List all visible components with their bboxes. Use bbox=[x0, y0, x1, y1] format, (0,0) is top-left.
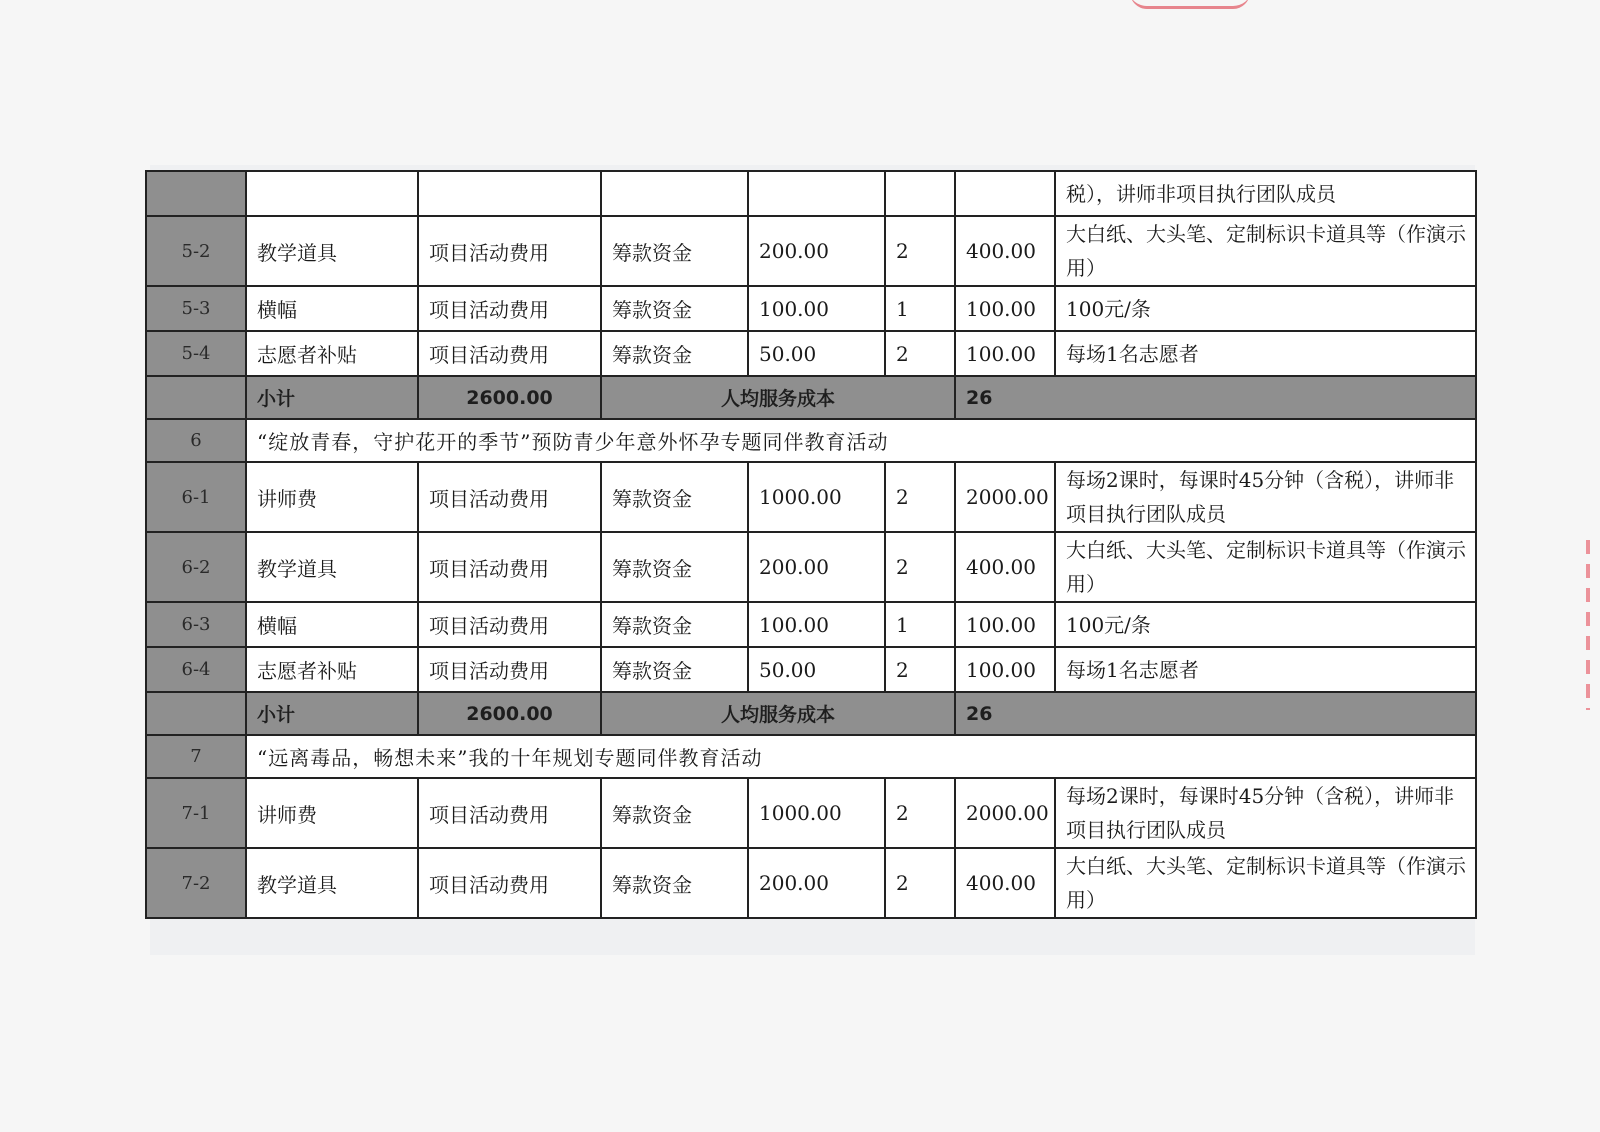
budget-table bbox=[145, 170, 1477, 919]
item-category bbox=[418, 171, 601, 216]
item-code: 6-2 bbox=[146, 532, 246, 602]
item-note: 税），讲师非项目执行团队成员 bbox=[1055, 171, 1476, 216]
table-row bbox=[146, 532, 1476, 602]
per-capita-label: 人均服务成本 bbox=[601, 692, 955, 735]
item-note: 100元/条 bbox=[1055, 602, 1476, 647]
section-header-row bbox=[146, 735, 1476, 778]
subtotal-label: 小计 bbox=[246, 376, 418, 419]
section-header-row bbox=[146, 419, 1476, 462]
table-row bbox=[146, 171, 1476, 216]
item-name: 讲师费 bbox=[246, 778, 418, 848]
item-total: 100.00 bbox=[955, 647, 1055, 692]
subtotal-row bbox=[146, 376, 1476, 419]
subtotal-label: 小计 bbox=[246, 692, 418, 735]
item-qty: 2 bbox=[885, 647, 955, 692]
item-total: 100.00 bbox=[955, 331, 1055, 376]
table-row bbox=[146, 647, 1476, 692]
item-total: 400.00 bbox=[955, 848, 1055, 918]
item-qty: 2 bbox=[885, 532, 955, 602]
item-name: 横幅 bbox=[246, 602, 418, 647]
item-source: 筹款资金 bbox=[601, 778, 748, 848]
item-note: 大白纸、大头笔、定制标识卡道具等（作演示用） bbox=[1055, 848, 1476, 918]
item-code: 5-3 bbox=[146, 286, 246, 331]
item-note: 每场1名志愿者 bbox=[1055, 331, 1476, 376]
item-name: 教学道具 bbox=[246, 532, 418, 602]
item-category: 项目活动费用 bbox=[418, 647, 601, 692]
item-code: 7-2 bbox=[146, 848, 246, 918]
item-price: 50.00 bbox=[748, 647, 885, 692]
item-note: 每场1名志愿者 bbox=[1055, 647, 1476, 692]
item-total: 100.00 bbox=[955, 602, 1055, 647]
item-code: 6-3 bbox=[146, 602, 246, 647]
table-row bbox=[146, 602, 1476, 647]
item-source: 筹款资金 bbox=[601, 216, 748, 286]
table-row bbox=[146, 848, 1476, 918]
item-note: 大白纸、大头笔、定制标识卡道具等（作演示用） bbox=[1055, 216, 1476, 286]
item-price: 50.00 bbox=[748, 331, 885, 376]
item-note: 大白纸、大头笔、定制标识卡道具等（作演示用） bbox=[1055, 532, 1476, 602]
item-qty: 2 bbox=[885, 331, 955, 376]
item-source: 筹款资金 bbox=[601, 647, 748, 692]
item-price bbox=[748, 171, 885, 216]
red-seal-fragment-right bbox=[1586, 540, 1590, 710]
item-code: 6-1 bbox=[146, 462, 246, 532]
item-category: 项目活动费用 bbox=[418, 602, 601, 647]
item-code: 6-4 bbox=[146, 647, 246, 692]
item-source: 筹款资金 bbox=[601, 602, 748, 647]
item-source: 筹款资金 bbox=[601, 331, 748, 376]
item-price: 200.00 bbox=[748, 848, 885, 918]
per-capita-value: 26 bbox=[955, 692, 1476, 735]
section-title: “远离毒品，畅想未来”我的十年规划专题同伴教育活动 bbox=[246, 735, 1476, 778]
per-capita-value: 26 bbox=[955, 376, 1476, 419]
item-qty: 1 bbox=[885, 602, 955, 647]
item-category: 项目活动费用 bbox=[418, 848, 601, 918]
item-name: 横幅 bbox=[246, 286, 418, 331]
item-note: 每场2课时，每课时45分钟（含税），讲师非项目执行团队成员 bbox=[1055, 462, 1476, 532]
item-category: 项目活动费用 bbox=[418, 532, 601, 602]
item-note: 每场2课时，每课时45分钟（含税），讲师非项目执行团队成员 bbox=[1055, 778, 1476, 848]
item-category: 项目活动费用 bbox=[418, 216, 601, 286]
item-total: 2000.00 bbox=[955, 778, 1055, 848]
item-total: 100.00 bbox=[955, 286, 1055, 331]
item-category: 项目活动费用 bbox=[418, 462, 601, 532]
item-total: 400.00 bbox=[955, 532, 1055, 602]
table-row bbox=[146, 331, 1476, 376]
item-source: 筹款资金 bbox=[601, 286, 748, 331]
item-code: 7-1 bbox=[146, 778, 246, 848]
item-price: 200.00 bbox=[748, 532, 885, 602]
table-row bbox=[146, 286, 1476, 331]
item-price: 200.00 bbox=[748, 216, 885, 286]
per-capita-label: 人均服务成本 bbox=[601, 376, 955, 419]
table-row bbox=[146, 462, 1476, 532]
item-total: 2000.00 bbox=[955, 462, 1055, 532]
item-price: 100.00 bbox=[748, 602, 885, 647]
subtotal-amount: 2600.00 bbox=[418, 692, 601, 735]
item-price: 1000.00 bbox=[748, 462, 885, 532]
item-qty: 2 bbox=[885, 778, 955, 848]
item-name: 教学道具 bbox=[246, 848, 418, 918]
table-row bbox=[146, 778, 1476, 848]
item-note: 100元/条 bbox=[1055, 286, 1476, 331]
item-price: 1000.00 bbox=[748, 778, 885, 848]
item-name bbox=[246, 171, 418, 216]
item-qty: 2 bbox=[885, 216, 955, 286]
section-code: 7 bbox=[146, 735, 246, 778]
item-qty: 2 bbox=[885, 848, 955, 918]
item-qty bbox=[885, 171, 955, 216]
item-source: 筹款资金 bbox=[601, 848, 748, 918]
section-title: “绽放青春，守护花开的季节”预防青少年意外怀孕专题同伴教育活动 bbox=[246, 419, 1476, 462]
item-category: 项目活动费用 bbox=[418, 778, 601, 848]
item-category: 项目活动费用 bbox=[418, 331, 601, 376]
item-source: 筹款资金 bbox=[601, 462, 748, 532]
item-code bbox=[146, 171, 246, 216]
item-code: 5-4 bbox=[146, 331, 246, 376]
item-source: 筹款资金 bbox=[601, 532, 748, 602]
item-name: 讲师费 bbox=[246, 462, 418, 532]
red-seal-fragment-top bbox=[1130, 0, 1250, 9]
subtotal-amount: 2600.00 bbox=[418, 376, 601, 419]
item-name: 教学道具 bbox=[246, 216, 418, 286]
subtotal-row bbox=[146, 692, 1476, 735]
item-total: 400.00 bbox=[955, 216, 1055, 286]
item-source bbox=[601, 171, 748, 216]
item-category: 项目活动费用 bbox=[418, 286, 601, 331]
subtotal-code bbox=[146, 376, 246, 419]
item-name: 志愿者补贴 bbox=[246, 647, 418, 692]
table-row bbox=[146, 216, 1476, 286]
item-qty: 1 bbox=[885, 286, 955, 331]
subtotal-code bbox=[146, 692, 246, 735]
item-qty: 2 bbox=[885, 462, 955, 532]
section-code: 6 bbox=[146, 419, 246, 462]
item-total bbox=[955, 171, 1055, 216]
item-code: 5-2 bbox=[146, 216, 246, 286]
item-name: 志愿者补贴 bbox=[246, 331, 418, 376]
item-price: 100.00 bbox=[748, 286, 885, 331]
